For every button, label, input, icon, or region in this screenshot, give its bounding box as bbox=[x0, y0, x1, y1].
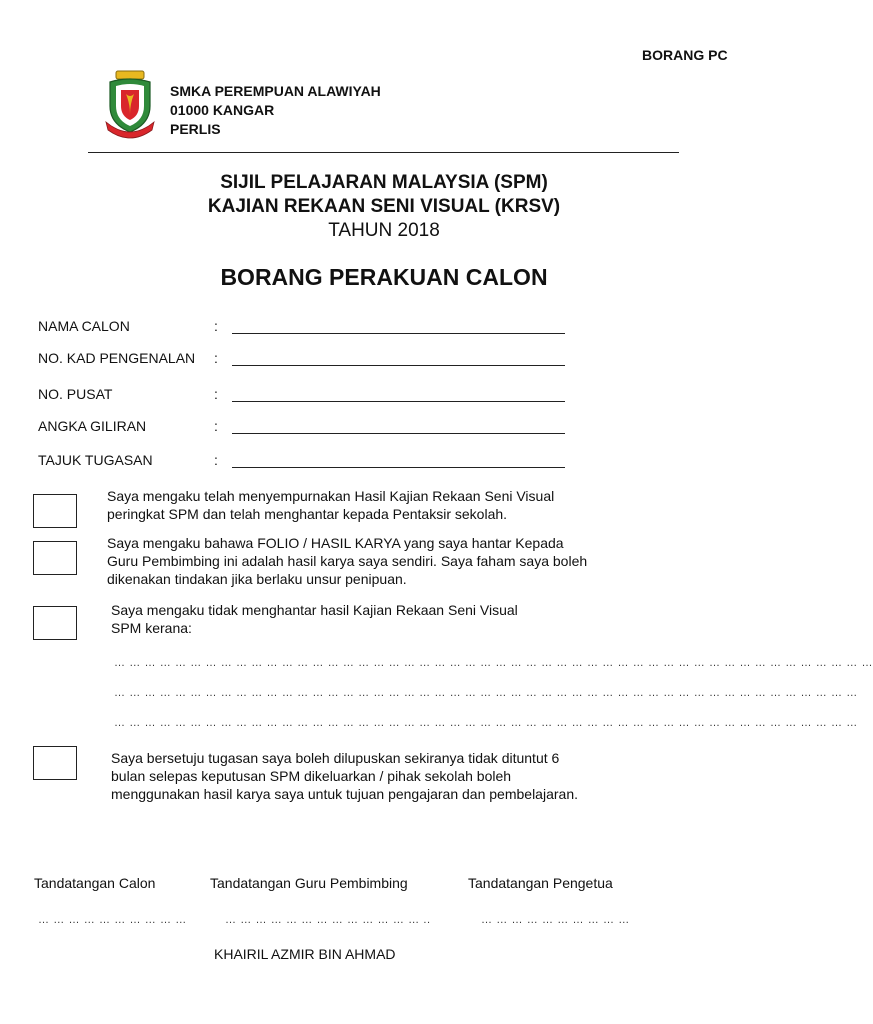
declaration-text-original-work bbox=[107, 534, 587, 588]
declaration-line: bulan selepas keputusan SPM dikeluarkan / pihak sekolah boleh bbox=[111, 768, 512, 784]
declaration-line: peringkat SPM dan telah menghantar kepada Pentaksir sekolah. bbox=[107, 506, 508, 522]
signature-line-candidate[interactable]: … … … … … … … … … … bbox=[38, 914, 187, 926]
no-kad-pengenalan-field[interactable] bbox=[232, 352, 565, 366]
school-name: SMKA PEREMPUAN ALAWIYAH bbox=[170, 83, 381, 99]
declaration-checkbox-original-work[interactable] bbox=[33, 541, 77, 575]
declaration-line: dikenakan tindakan jika berlaku unsur penipuan. bbox=[107, 571, 407, 587]
school-header bbox=[170, 82, 381, 139]
declaration-line: Saya mengaku bahawa FOLIO / HASIL KARYA yang saya hantar Kepada bbox=[107, 535, 564, 551]
reason-dotted-line-1[interactable]: … … … … … … … … … … … … … … … … … … … … … … … … … … … … … … … … … … … … … … … … … … … … … … … … … … bbox=[114, 657, 873, 669]
declaration-text-disposal bbox=[111, 749, 578, 803]
school-address-line1: 01000 KANGAR bbox=[170, 102, 275, 118]
signature-line-teacher[interactable]: … … … … … … … … … … … … … .. bbox=[225, 914, 431, 926]
declaration-checkbox-not-submitted[interactable] bbox=[33, 606, 77, 640]
declaration-line: Saya mengaku tidak menghantar hasil Kajian Rekaan Seni Visual bbox=[111, 602, 518, 618]
school-crest-logo bbox=[102, 70, 158, 140]
declaration-line: Saya mengaku telah menyempurnakan Hasil Kajian Rekaan Seni Visual bbox=[107, 488, 555, 504]
field-colon: : bbox=[214, 418, 218, 434]
declaration-text-not-submitted bbox=[111, 601, 518, 637]
teacher-name: KHAIRIL AZMIR BIN AHMAD bbox=[214, 946, 396, 962]
signature-label-teacher: Tandatangan Guru Pembimbing bbox=[210, 875, 408, 891]
signature-line-principal[interactable]: … … … … … … … … … … bbox=[481, 914, 630, 926]
signature-label-principal: Tandatangan Pengetua bbox=[468, 875, 613, 891]
reason-dotted-line-3[interactable]: … … … … … … … … … … … … … … … … … … … … … … … … … … … … … … … … … … … … … … … … … … … … … … … … … bbox=[114, 717, 858, 729]
subject-title: KAJIAN REKAAN SENI VISUAL (KRSV) bbox=[207, 196, 561, 217]
field-colon: : bbox=[214, 350, 218, 366]
declaration-line: SPM kerana: bbox=[111, 620, 192, 636]
field-label-no-kad-pengenalan: NO. KAD PENGENALAN bbox=[38, 350, 196, 366]
field-colon: : bbox=[214, 386, 218, 402]
declaration-line: Guru Pembimbing ini adalah hasil karya saya sendiri. Saya faham saya boleh bbox=[107, 553, 588, 569]
angka-giliran-field[interactable] bbox=[232, 420, 565, 434]
field-label-no-pusat: NO. PUSAT bbox=[38, 386, 113, 402]
declaration-checkbox-completed[interactable] bbox=[33, 494, 77, 528]
no-pusat-field[interactable] bbox=[232, 388, 565, 402]
declaration-text-completed bbox=[107, 487, 554, 523]
form-title: BORANG PERAKUAN CALON bbox=[220, 264, 548, 290]
school-address-line2: PERLIS bbox=[170, 121, 221, 137]
reason-dotted-line-2[interactable]: … … … … … … … … … … … … … … … … … … … … … … … … … … … … … … … … … … … … … … … … … … … … … … … … … bbox=[114, 687, 858, 699]
declaration-line: Saya bersetuju tugasan saya boleh dilupuskan sekiranya tidak dituntut 6 bbox=[111, 750, 560, 766]
nama-calon-field[interactable] bbox=[232, 320, 565, 334]
signature-label-candidate: Tandatangan Calon bbox=[34, 875, 156, 891]
year-title: TAHUN 2018 bbox=[328, 220, 440, 241]
field-colon: : bbox=[214, 318, 218, 334]
field-label-nama-calon: NAMA CALON bbox=[38, 318, 130, 334]
field-label-angka-giliran: ANGKA GILIRAN bbox=[38, 418, 147, 434]
field-label-tajuk-tugasan: TAJUK TUGASAN bbox=[38, 452, 153, 468]
form-code: BORANG PC bbox=[642, 47, 728, 63]
declaration-checkbox-disposal[interactable] bbox=[33, 746, 77, 780]
exam-title: SIJIL PELAJARAN MALAYSIA (SPM) bbox=[220, 172, 548, 193]
header-divider bbox=[88, 152, 679, 153]
tajuk-tugasan-field[interactable] bbox=[232, 454, 565, 468]
field-colon: : bbox=[214, 452, 218, 468]
declaration-line: menggunakan hasil karya saya untuk tujuan pengajaran dan pembelajaran. bbox=[111, 786, 578, 802]
